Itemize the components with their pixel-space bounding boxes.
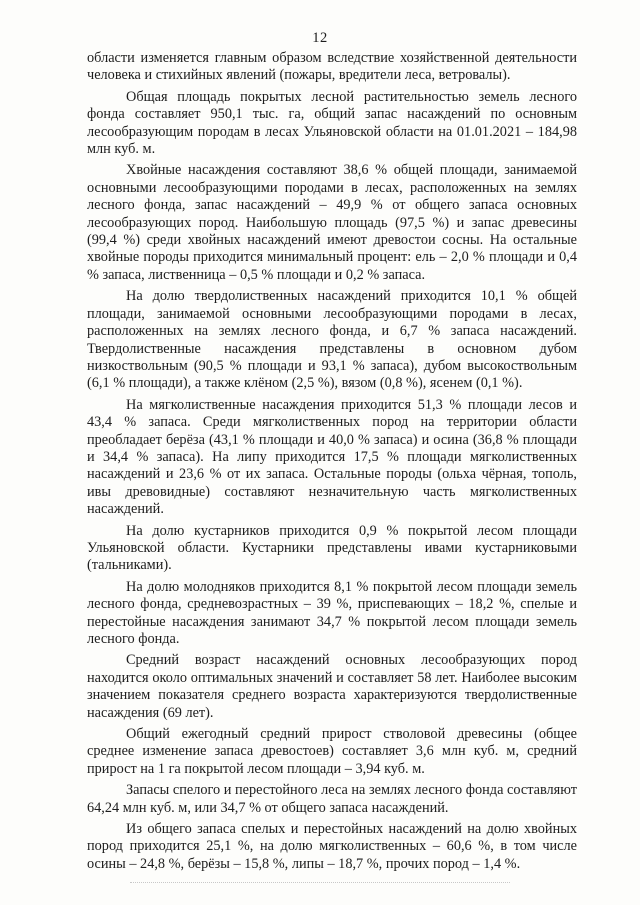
paragraph-average-age: Средний возраст насаждений основных лесообразующих пород находится около оптимальных значений и составляет 58 лет. Наиболее высоким значением показателя среднего возраста характеризуются твердолиственные насаждения (69 лет).	[87, 652, 577, 721]
paragraph-softwood: На мягколиственные насаждения приходится 51,3 % площади лесов и 43,4 % запаса. Среди мягколиственных пород на территории области преобладает берёза (43,1 % площади и 40,0 % запаса) и осина (36,8 % площади и 34,4 % запаса). На липу приходится 17,5 % площади мягколиственных насаждений и 23,6 % от их запаса. Остальные породы (ольха чёрная, тополь, ивы древовидные) составляют незначительную часть мягколиственных насаждений.	[87, 396, 577, 518]
paragraph-annual-growth: Общий ежегодный средний прирост стволовой древесины (общее среднее изменение запаса древостоев) составляет 3,6 млн куб. м, средний прирост на 1 га покрытой лесом площади – 3,94 куб. м.	[87, 726, 577, 777]
paragraph-total-area: Общая площадь покрытых лесной растительностью земель лесного фонда составляет 950,1 тыс. га, общий запас насаждений по основным лесообразующим породам в лесах Ульяновской области на 01.01.2021 – 184,98 млн куб. м.	[87, 88, 577, 158]
page-number: 12	[312, 30, 328, 46]
document-body	[87, 50, 577, 877]
paragraph-coniferous: Хвойные насаждения составляют 38,6 % общей площади, занимаемой основными лесообразующими породами в лесах, расположенных на землях лесного фонда, запас насаждений – 49,9 % от общего запаса основных лесообразующих пород. Наибольшую площадь (97,5 %) и запас древесины (99,4 %) среди хвойных насаждений имеют древостои сосны. На остальные хвойные породы приходится минимальный процент: ель – 2,0 % площади и 0,4 % запаса, лиственница – 0,5 % площади и 0,2 % запаса.	[87, 162, 577, 283]
paragraph-continuation: области изменяется главным образом вследствие хозяйственной деятельности человека и стихийных явлений (пожары, вредители леса, ветровалы).	[87, 50, 577, 84]
paragraph-shrubs: На долю кустарников приходится 0,9 % покрытой лесом площади Ульяновской области. Кустарники представлены ивами кустарниковыми (тальниками).	[87, 522, 577, 574]
scan-artifact-line	[130, 880, 510, 883]
paragraph-hardwood: На долю твердолиственных насаждений приходится 10,1 % общей площади, занимаемой основными лесообразующими породами в лесах, расположенных на землях лесного фонда, и 6,7 % запаса насаждений. Твердолиственные насаждения представлены в основном дубом низкоствольным (90,5 % площади и 93,1 % запаса), дубом высокоствольным (6,1 % площади), а также клёном (2,5 %), вязом (0,8 %), ясенем (0,1 %).	[87, 288, 577, 392]
paragraph-age-groups: На долю молодняков приходится 8,1 % покрытой лесом площади земель лесного фонда, средневозрастных – 39 %, приспевающих – 18,2 %, спелые и перестойные насаждения занимают 34,7 % покрытой лесом площади земель лесного фонда.	[87, 578, 577, 647]
paragraph-mature-stock: Запасы спелого и перестойного леса на землях лесного фонда составляют 64,24 млн куб. м, или 34,7 % от общего запаса насаждений.	[87, 782, 577, 816]
paragraph-mature-species: Из общего запаса спелых и перестойных насаждений на долю хвойных пород приходится 25,1 %, на долю мягколиственных – 60,6 %, в том числе осины – 24,8 %, берёзы – 15,8 %, липы – 18,7 %, прочих пород – 1,4 %.	[87, 821, 577, 872]
